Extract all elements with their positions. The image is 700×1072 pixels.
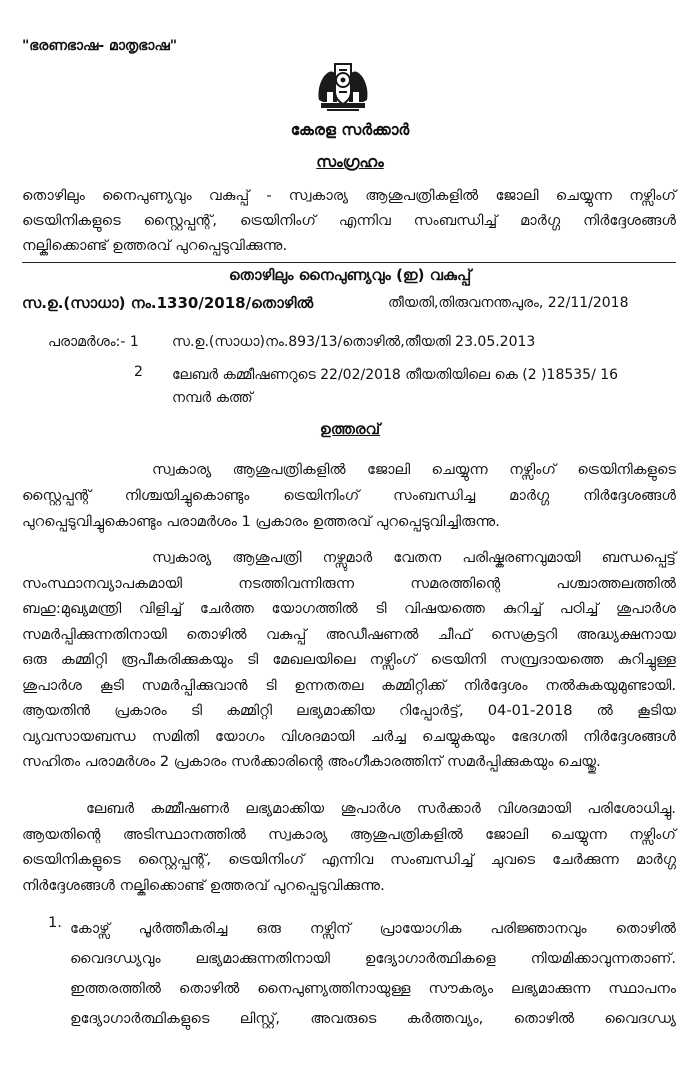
- order-number: സ.ഉ.(സാധാ) നം.1330/2018/തൊഴിൽ: [22, 294, 314, 312]
- summary-line: നല്കിക്കൊണ്ട് ഉത്തരവ് പുറപ്പെടുവിക്കുന്നു.: [22, 237, 288, 254]
- paragraph-line: വ്യവസായബന്ധ സമിതി യോഗം വിശദമായി ചർച്ച ചെയ്യുകയും ഭേദഗതി നിർദ്ദേശങ്ങൾ: [22, 727, 676, 745]
- paragraph-line: സ്വകാര്യ ആശുപത്രി നഴ്സുമാർ വേതന പരിഷ്കരണവുമായി ബന്ധപ്പെട്ട്: [152, 549, 676, 566]
- paragraph-line: ശുപാർശ കൂടി സമർപ്പിക്കുവാൻ ടി ഉന്നതതല കമ്മിറ്റിക്ക് നിർദ്ദേശം നൽകുകയുമുണ്ടായി.: [22, 676, 676, 694]
- summary-heading: സംഗ്രഹം: [316, 153, 384, 171]
- order-date: തീയതി,തിരുവനന്തപുരം, 22/11/2018: [388, 295, 629, 311]
- list-item: [70, 914, 676, 1034]
- reference-line: ലേബർ കമ്മീഷണറുടെ 22/02/2018 തീയതിയിലെ കെ (2 )18535/ 16: [172, 367, 619, 383]
- reference-item: സ.ഉ.(സാധാ)നം.893/13/തൊഴിൽ,തീയതി 23.05.2013: [172, 334, 536, 350]
- summary-line: ട്രെയിനികളുടെ സ്റ്റൈപ്പന്റ്, ട്രെയിനിംഗ് എന്നിവ സംബന്ധിച്ച് മാർഗ്ഗ നിർദ്ദേശങ്ങൾ: [22, 212, 676, 229]
- divider: [22, 262, 676, 263]
- paragraph-line: സംസ്ഥാനവ്യാപകമായി നടത്തിവന്നിരുന്ന സമരത്തിന്റെ പശ്ചാത്തലത്തിൽ: [22, 574, 676, 592]
- paragraph-line: ബഹു:മുഖ്യമന്ത്രി വിളിച്ച് ചേർത്ത യോഗത്തിൽ ടി വിഷയത്തെ കുറിച്ച് പഠിച്ച് ശുപാർശ: [22, 600, 676, 617]
- slogan: "ഭരണഭാഷ- മാതൃഭാഷ": [22, 38, 178, 54]
- paragraph-line: പുറപ്പെടുവിച്ചുകൊണ്ടും പരാമർശം 1 പ്രകാരം ഉത്തരവ് പുറപ്പെടുവിച്ചിരുന്നു.: [22, 513, 500, 530]
- paragraph-line: ഒരു കമ്മിറ്റി രൂപീകരിക്കുകയും ടി മേഖലയിലെ നഴ്സിംഗ് ട്രെയിനി സമ്പ്രദായത്തെ കുറിച്ചുള്ള: [22, 651, 676, 668]
- list-line: കോഴ്സ് പൂർത്തീകരിച്ച ഒരു നഴ്സിന് പ്രായോഗിക പരിജ്ഞാനവും തൊഴിൽ: [70, 920, 676, 937]
- paragraph-line: സമർപ്പിക്കുന്നതിനായി തൊഴിൽ വകുപ്പ് അഡീഷണൽ ചീഫ് സെക്രട്ടറി അദ്ധ്യക്ഷനായ: [22, 625, 676, 643]
- body-paragraph: [22, 457, 676, 535]
- reference-line: നമ്പർ കത്ത്: [172, 390, 253, 406]
- department-name: തൊഴിലും നൈപുണ്യവും (ഇ) വകുപ്പ്: [228, 266, 472, 284]
- reference-number: 2: [134, 364, 143, 380]
- body-paragraph: [22, 545, 676, 775]
- paragraph-line: ലേബർ കമ്മീഷണർ ലഭ്യമാക്കിയ ശുപാർശ സർക്കാർ വിശദമായി പരിശോധിച്ചു.: [86, 800, 676, 817]
- paragraph-line: സഹിതം പരാമർശം 2 പ്രകാരം സർക്കാരിന്റെ അംഗീകാരത്തിന് സമർപ്പിക്കുകയും ചെയ്തു.: [22, 753, 601, 770]
- government-name: കേരള സർക്കാർ: [290, 121, 410, 139]
- list-number: 1.: [48, 914, 62, 931]
- body-paragraph: [22, 796, 676, 898]
- paragraph-line: ട്രെയിനികളുടെ സ്റ്റൈപ്പന്റ്, ട്രെയിനിംഗ് എന്നിവ സംബന്ധിച്ച് ചുവടെ ചേർക്കുന്ന മാർഗ്ഗ: [22, 851, 676, 868]
- paragraph-line: സ്റ്റൈപ്പന്റ് നിശ്ചയിച്ചുകൊണ്ടും ട്രെയിനിംഗ് സംബന്ധിച്ച മാർഗ്ഗ നിർദ്ദേശങ്ങൾ: [22, 487, 676, 504]
- kerala-emblem-seal: [315, 56, 371, 116]
- order-heading: ഉത്തരവ്: [319, 420, 381, 438]
- paragraph-line: ആയതിന്റെ അടിസ്ഥാനത്തിൽ സ്വകാര്യ ആശുപത്രികളിൽ ജോലി ചെയ്യുന്ന നഴ്സിംഗ്: [22, 825, 676, 843]
- summary-text: [22, 183, 676, 258]
- list-line: വൈദഗ്ധ്യവും ലഭ്യമാക്കുന്നതിനായി ഉദ്യോഗാർത്ഥികളെ നിയമിക്കാവുന്നതാണ്.: [70, 950, 676, 967]
- paragraph-line: നിർദ്ദേശങ്ങൾ നല്കിക്കൊണ്ട് ഉത്തരവ് പുറപ്പെടുവിക്കുന്നു.: [22, 876, 385, 894]
- list-line: ഉദ്യോഗാർത്ഥികളുടെ ലിസ്റ്റ്, അവരുടെ കർത്തവ്യം, തൊഴിൽ വൈദഗ്ധ്യ: [70, 1010, 676, 1027]
- references-label: പരാമർശം:- 1: [48, 334, 139, 350]
- reference-item: [172, 364, 618, 410]
- summary-line: തൊഴിലും നൈപുണ്യവും വകുപ്പ് - സ്വകാര്യ ആശുപത്രികളിൽ ജോലി ചെയ്യുന്ന നഴ്സിംഗ്: [22, 187, 676, 204]
- paragraph-line: ആയതിൻ പ്രകാരം ടി കമ്മിറ്റി ലഭ്യമാക്കിയ റിപ്പോർട്ട്, 04-01-2018 ൽ കൂടിയ: [22, 702, 676, 719]
- paragraph-line: സ്വകാര്യ ആശുപത്രികളിൽ ജോലി ചെയ്യുന്ന നഴ്സിംഗ് ട്രെയിനികളുടെ: [152, 461, 676, 478]
- list-line: ഇത്തരത്തിൽ തൊഴിൽ നൈപുണ്യത്തിനായുള്ള സൗകര്യം ലഭ്യമാക്കുന്ന സ്ഥാപനം: [70, 980, 676, 997]
